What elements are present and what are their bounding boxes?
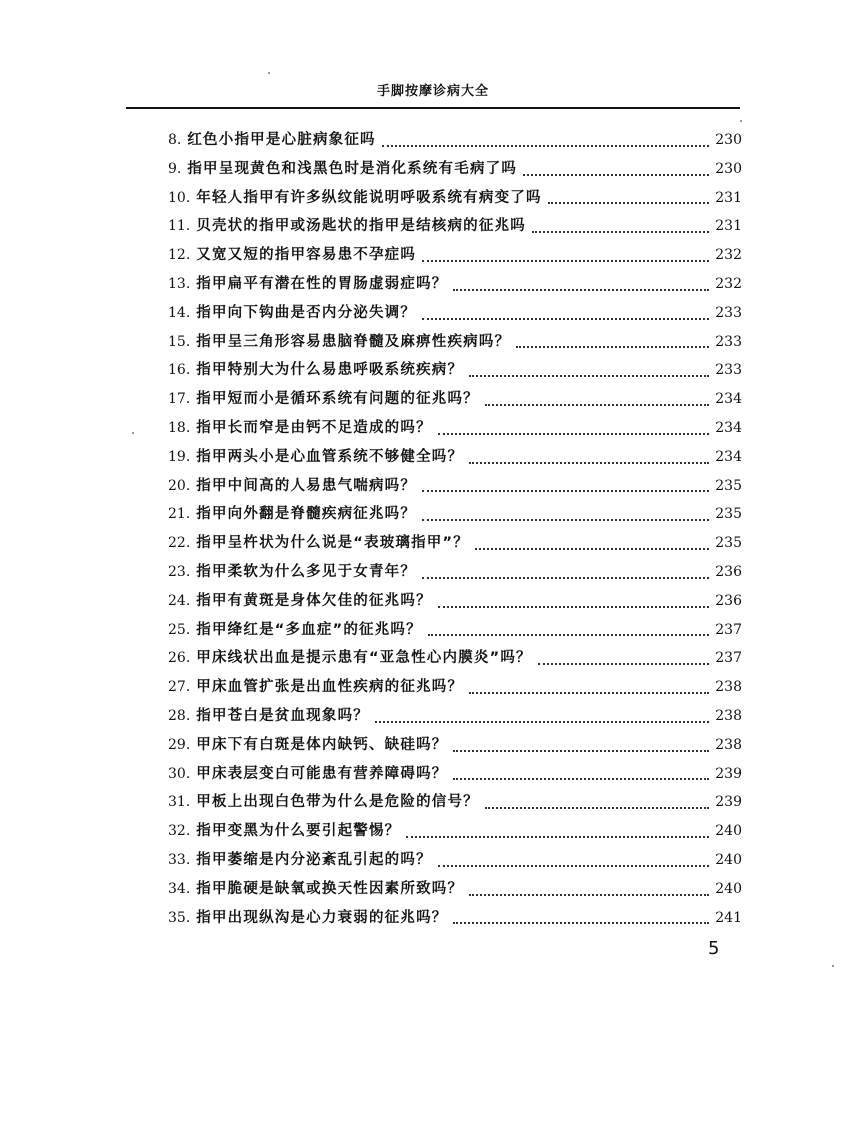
dot-leader (428, 633, 709, 636)
toc-entry-title: 指甲向下钩曲是否内分泌失调？ (196, 304, 417, 321)
toc-entry-title: 贝壳状的指甲或汤匙状的指甲是结核病的征兆吗 (196, 218, 526, 235)
toc-entry (168, 848, 742, 877)
toc-entry-number: 23. (168, 563, 191, 580)
dot-leader (438, 605, 710, 608)
toc-entry-title: 甲床下有白斑是体内缺钙、缺硅吗？ (196, 736, 448, 753)
dot-leader (538, 662, 710, 665)
toc-entry-number: 14. (168, 304, 191, 321)
toc-entry-page: 234 (715, 391, 742, 408)
toc-entry-page: 233 (715, 362, 742, 379)
toc-entry-page: 235 (715, 535, 742, 552)
toc-entry-title: 指甲特别大为什么易患呼吸系统疾病？ (196, 362, 464, 379)
toc-entry-number: 26. (168, 650, 191, 667)
toc-entry-page: 231 (715, 189, 742, 206)
toc-entry (168, 157, 742, 186)
toc-entry-number: 32. (168, 823, 191, 840)
toc-entry-page: 239 (715, 765, 742, 782)
header-rule (126, 107, 740, 109)
toc-entry-page: 230 (715, 160, 742, 177)
toc-entry (168, 272, 742, 301)
toc-entry (168, 819, 742, 848)
toc-entry-number: 21. (168, 506, 191, 523)
toc-entry-page: 232 (715, 247, 742, 264)
toc-entry-page: 238 (715, 679, 742, 696)
table-of-contents (168, 128, 742, 934)
dot-leader (422, 518, 709, 521)
toc-entry-number: 9. (168, 160, 182, 177)
toc-entry-page: 233 (715, 304, 742, 321)
toc-entry (168, 790, 742, 819)
dot-leader (469, 691, 709, 694)
scan-speck (132, 432, 134, 434)
toc-entry-title: 甲床血管扩张是出血性疾病的征兆吗？ (196, 679, 464, 696)
toc-entry-title: 指甲脆硬是缺氧或换天性因素所致吗？ (196, 880, 464, 897)
toc-entry (168, 243, 742, 272)
toc-entry-page: 241 (715, 909, 742, 926)
toc-entry-title: 指甲萎缩是内分泌紊乱引起的吗？ (196, 851, 432, 868)
toc-entry-number: 12. (168, 247, 191, 264)
scan-speck (740, 120, 742, 122)
toc-entry-title: 指甲短而小是循环系统有问题的征兆吗？ (196, 391, 479, 408)
dot-leader (438, 864, 710, 867)
dot-leader (382, 144, 710, 147)
toc-entry-number: 24. (168, 592, 191, 609)
scan-speck (268, 72, 270, 74)
toc-entry-number: 13. (168, 275, 191, 292)
toc-entry (168, 214, 742, 243)
toc-entry-page: 236 (715, 592, 742, 609)
toc-entry-number: 30. (168, 765, 191, 782)
toc-entry (168, 301, 742, 330)
toc-entry-title: 指甲苍白是贫血现象吗？ (196, 707, 369, 724)
toc-entry-number: 27. (168, 679, 191, 696)
toc-entry-number: 25. (168, 621, 191, 638)
toc-entry-number: 17. (168, 391, 191, 408)
toc-entry-title: 指甲变黑为什么要引起警惕？ (196, 823, 401, 840)
toc-entry-page: 237 (715, 650, 742, 667)
toc-entry-number: 15. (168, 333, 191, 350)
toc-entry (168, 330, 742, 359)
toc-entry (168, 474, 742, 503)
dot-leader (469, 461, 709, 464)
toc-entry-page: 236 (715, 563, 742, 580)
toc-entry-page: 240 (715, 880, 742, 897)
toc-entry-number: 35. (168, 909, 191, 926)
toc-entry (168, 358, 742, 387)
dot-leader (469, 893, 709, 896)
toc-entry-title: 指甲出现纵沟是心力衰弱的征兆吗？ (196, 909, 448, 926)
dot-leader (453, 921, 709, 924)
toc-entry-number: 20. (168, 477, 191, 494)
toc-entry-page: 231 (715, 218, 742, 235)
dot-leader (485, 806, 709, 809)
dot-leader (422, 489, 709, 492)
toc-entry-page: 240 (715, 823, 742, 840)
toc-entry-title: 又宽又短的指甲容易患不孕症吗 (196, 247, 417, 264)
dot-leader (406, 835, 709, 838)
toc-entry-number: 22. (168, 535, 191, 552)
toc-entry-title: 指甲向外翻是脊髓疾病征兆吗？ (196, 506, 417, 523)
toc-entry-number: 28. (168, 707, 191, 724)
toc-entry-page: 240 (715, 851, 742, 868)
toc-entry-title: 指甲呈三角形容易患脑脊髓及麻痹性疾病吗？ (196, 333, 511, 350)
toc-entry (168, 531, 742, 560)
toc-entry-title: 指甲扁平有潜在性的胃肠虚弱症吗？ (196, 275, 448, 292)
toc-entry (168, 704, 742, 733)
toc-entry-page: 230 (715, 132, 742, 148)
toc-entry-title: 指甲绛红是“多血症”的征兆吗？ (196, 621, 422, 638)
toc-entry-page: 238 (715, 707, 742, 724)
scan-speck (832, 965, 834, 967)
toc-entry (168, 502, 742, 531)
dot-leader (475, 547, 709, 550)
toc-entry-number: 29. (168, 736, 191, 753)
toc-entry-number: 31. (168, 794, 191, 811)
toc-entry (168, 387, 742, 416)
toc-entry-page: 235 (715, 477, 742, 494)
toc-entry-page: 238 (715, 736, 742, 753)
dot-leader (453, 288, 709, 291)
toc-entry (168, 416, 742, 445)
toc-entry-title: 指甲两头小是心血管系统不够健全吗？ (196, 448, 464, 465)
toc-entry (168, 589, 742, 618)
toc-entry-title: 甲床表层变白可能患有营养障碍吗？ (196, 765, 448, 782)
toc-entry (168, 560, 742, 589)
toc-entry-title: 指甲中间高的人易患气喘病吗？ (196, 477, 417, 494)
toc-entry-number: 18. (168, 419, 191, 436)
toc-entry-title: 甲床线状出血是提示患有“亚急性心内膜炎”吗？ (196, 650, 532, 667)
dot-leader (375, 720, 709, 723)
toc-entry-page: 234 (715, 448, 742, 465)
dot-leader (485, 403, 709, 406)
toc-entry (168, 186, 742, 215)
toc-entry-number: 19. (168, 448, 191, 465)
toc-entry (168, 128, 742, 157)
toc-entry (168, 618, 742, 647)
toc-entry (168, 675, 742, 704)
toc-entry-title: 红色小指甲是心脏病象征吗 (187, 132, 376, 148)
dot-leader (453, 777, 709, 780)
toc-entry-page: 234 (715, 419, 742, 436)
toc-entry-title: 指甲柔软为什么多见于女青年？ (196, 563, 417, 580)
toc-entry-page: 235 (715, 506, 742, 523)
dot-leader (422, 317, 709, 320)
toc-entry (168, 733, 742, 762)
toc-entry-number: 11. (168, 218, 191, 235)
toc-entry (168, 646, 742, 675)
toc-entry-page: 237 (715, 621, 742, 638)
toc-entry-title: 指甲呈现黄色和浅黑色时是消化系统有毛病了吗 (187, 160, 518, 177)
toc-entry (168, 906, 742, 935)
dot-leader (422, 576, 709, 579)
dot-leader (516, 345, 709, 348)
toc-entry-title: 甲板上出现白色带为什么是危险的信号？ (196, 794, 479, 811)
dot-leader (422, 259, 709, 262)
toc-entry-number: 33. (168, 851, 191, 868)
toc-entry-number: 34. (168, 880, 191, 897)
dot-leader (438, 432, 710, 435)
toc-entry-title: 年轻人指甲有许多纵纹能说明呼吸系统有病变了吗 (196, 189, 542, 206)
toc-entry-title: 指甲长而窄是由钙不足造成的吗？ (196, 419, 432, 436)
toc-entry-page: 239 (715, 794, 742, 811)
dot-leader (453, 749, 709, 752)
page-number: 5 (708, 938, 720, 959)
toc-entry-page: 233 (715, 333, 742, 350)
toc-entry-number: 8. (168, 132, 182, 148)
dot-leader (532, 230, 709, 233)
dot-leader (548, 201, 710, 204)
toc-entry-title: 指甲呈杵状为什么说是“表玻璃指甲”？ (196, 535, 469, 552)
toc-entry-title: 指甲有黄斑是身体欠佳的征兆吗？ (196, 592, 432, 609)
dot-leader (523, 173, 709, 176)
toc-entry (168, 877, 742, 906)
running-header-title: 手脚按摩诊病大全 (376, 84, 489, 99)
toc-entry (168, 762, 742, 791)
toc-entry-page: 232 (715, 275, 742, 292)
toc-entry-number: 10. (168, 189, 191, 206)
toc-entry (168, 445, 742, 474)
dot-leader (469, 374, 709, 377)
toc-entry-number: 16. (168, 362, 191, 379)
